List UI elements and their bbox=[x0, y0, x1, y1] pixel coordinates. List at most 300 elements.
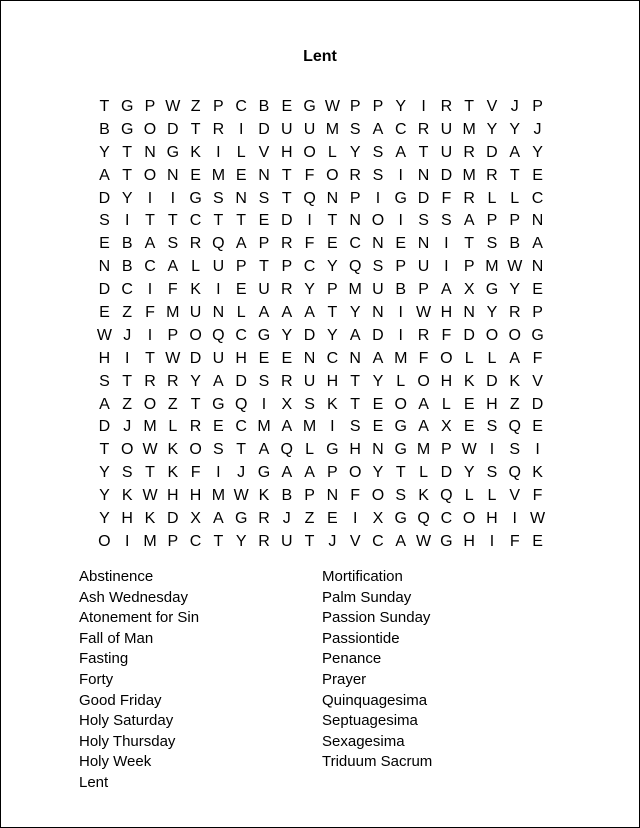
grid-letter: E bbox=[532, 532, 543, 550]
grid-letter: H bbox=[235, 349, 247, 367]
grid-letter: M bbox=[143, 532, 157, 550]
grid-letter: I bbox=[307, 212, 312, 230]
grid-letter: R bbox=[258, 532, 270, 550]
grid-letter: O bbox=[440, 349, 453, 367]
grid-letter: G bbox=[326, 441, 339, 459]
grid-letter: P bbox=[167, 326, 179, 344]
grid-letter: F bbox=[190, 464, 201, 482]
grid-letter: A bbox=[281, 304, 293, 322]
word-list-item: Holy Week bbox=[79, 753, 152, 771]
grid-letter: O bbox=[98, 532, 111, 550]
grid-letter: S bbox=[99, 372, 110, 390]
grid-letter: G bbox=[120, 120, 134, 138]
grid-row bbox=[93, 485, 549, 508]
word-list-item: Prayer bbox=[322, 670, 367, 688]
grid-letter: M bbox=[462, 120, 476, 138]
grid-letter: Y bbox=[349, 304, 361, 322]
grid-letter: A bbox=[304, 304, 315, 322]
grid-letter: N bbox=[235, 189, 247, 207]
word-list-left-column bbox=[79, 567, 319, 794]
grid-row bbox=[93, 165, 549, 188]
grid-letter: Q bbox=[212, 235, 225, 253]
grid-letter: M bbox=[166, 304, 180, 322]
grid-letter: U bbox=[280, 532, 293, 550]
grid-letter: S bbox=[258, 189, 270, 207]
grid-letter: B bbox=[509, 235, 521, 253]
grid-letter: O bbox=[326, 166, 339, 184]
grid-letter: C bbox=[440, 510, 453, 528]
grid-letter: G bbox=[212, 395, 225, 413]
grid-letter: N bbox=[531, 258, 544, 276]
grid-letter: I bbox=[535, 441, 540, 459]
grid-row bbox=[93, 416, 549, 439]
grid-letter: A bbox=[144, 235, 156, 253]
grid-letter: T bbox=[236, 212, 247, 230]
grid-row bbox=[93, 325, 549, 348]
grid-letter: P bbox=[372, 98, 384, 115]
grid-letter: Q bbox=[280, 441, 293, 459]
grid-letter: B bbox=[395, 281, 407, 299]
grid-letter: T bbox=[190, 395, 201, 413]
grid-letter: I bbox=[261, 395, 267, 413]
grid-letter: X bbox=[463, 281, 475, 299]
grid-letter: L bbox=[168, 418, 178, 436]
grid-letter: U bbox=[258, 281, 270, 299]
grid-letter: Y bbox=[532, 143, 543, 161]
grid-letter: B bbox=[281, 487, 293, 505]
grid-letter: L bbox=[441, 395, 451, 413]
grid-letter: Q bbox=[440, 487, 453, 505]
grid-letter: C bbox=[394, 120, 407, 138]
grid-letter: U bbox=[212, 258, 225, 276]
grid-letter: T bbox=[281, 189, 292, 207]
grid-letter: T bbox=[327, 212, 338, 230]
grid-letter: P bbox=[395, 258, 407, 276]
grid-letter: C bbox=[372, 532, 384, 550]
grid-letter: D bbox=[303, 326, 316, 344]
word-list-item: Penance bbox=[322, 650, 382, 668]
grid-letter: N bbox=[326, 189, 339, 207]
grid-letter: N bbox=[372, 441, 384, 459]
grid-letter: A bbox=[281, 464, 293, 482]
grid-letter: T bbox=[99, 98, 110, 115]
grid-row bbox=[93, 233, 549, 256]
grid-letter: S bbox=[372, 258, 384, 276]
grid-letter: T bbox=[213, 212, 224, 230]
grid-letter: Z bbox=[304, 510, 315, 528]
grid-letter: H bbox=[280, 143, 293, 161]
grid-letter: R bbox=[280, 372, 293, 390]
grid-letter: O bbox=[143, 120, 157, 138]
grid-letter: N bbox=[144, 143, 156, 161]
grid-letter: H bbox=[440, 372, 453, 390]
grid-letter: O bbox=[508, 326, 521, 344]
grid-letter: F bbox=[304, 166, 315, 184]
grid-letter: U bbox=[303, 372, 316, 390]
grid-letter: N bbox=[531, 212, 544, 230]
grid-row bbox=[93, 439, 549, 462]
grid-letter: F bbox=[350, 487, 361, 505]
grid-letter: F bbox=[441, 189, 452, 207]
grid-letter: N bbox=[258, 166, 270, 184]
grid-letter: E bbox=[99, 235, 110, 253]
grid-letter: W bbox=[529, 510, 546, 528]
grid-letter: D bbox=[258, 120, 270, 138]
grid-letter: D bbox=[417, 189, 430, 207]
grid-letter: H bbox=[486, 510, 498, 528]
grid-letter: S bbox=[486, 464, 498, 482]
grid-row bbox=[93, 462, 549, 485]
grid-letter: M bbox=[394, 349, 408, 367]
grid-letter: F bbox=[532, 349, 543, 367]
grid-letter: Y bbox=[99, 510, 110, 528]
letter-grid bbox=[93, 96, 549, 554]
grid-letter: I bbox=[216, 464, 221, 482]
grid-letter: P bbox=[532, 98, 543, 115]
grid-letter: M bbox=[325, 120, 340, 138]
grid-letter: O bbox=[189, 326, 202, 344]
grid-letter: S bbox=[349, 120, 361, 138]
word-list-item: Holy Thursday bbox=[79, 732, 176, 750]
grid-letter: Y bbox=[99, 143, 110, 161]
grid-letter: T bbox=[213, 532, 224, 550]
grid-letter: T bbox=[350, 372, 361, 390]
grid-letter: W bbox=[507, 258, 523, 276]
grid-letter: G bbox=[166, 143, 180, 161]
grid-letter: I bbox=[352, 510, 358, 528]
grid-letter: A bbox=[441, 281, 452, 299]
grid-letter: A bbox=[395, 143, 407, 161]
grid-letter: Y bbox=[463, 464, 475, 482]
grid-row bbox=[93, 119, 549, 142]
grid-letter: I bbox=[444, 258, 449, 276]
grid-letter: U bbox=[417, 258, 430, 276]
grid-letter: G bbox=[394, 189, 407, 207]
grid-letter: Y bbox=[99, 464, 110, 482]
grid-letter: I bbox=[216, 281, 221, 299]
grid-letter: Y bbox=[121, 189, 133, 207]
grid-letter: J bbox=[123, 418, 132, 436]
grid-letter: I bbox=[147, 326, 153, 344]
grid-letter: A bbox=[509, 349, 521, 367]
grid-letter: T bbox=[99, 441, 110, 459]
word-list-item: Forty bbox=[79, 670, 114, 688]
grid-letter: E bbox=[463, 418, 475, 436]
grid-letter: G bbox=[189, 189, 202, 207]
grid-letter: R bbox=[144, 372, 156, 390]
grid-letter: Y bbox=[509, 120, 521, 138]
grid-letter: P bbox=[327, 464, 338, 482]
grid-letter: L bbox=[464, 487, 474, 505]
grid-letter: D bbox=[372, 326, 384, 344]
grid-letter: S bbox=[509, 441, 521, 459]
grid-letter: R bbox=[167, 372, 179, 390]
grid-letter: M bbox=[416, 441, 431, 459]
grid-letter: V bbox=[349, 532, 361, 550]
grid-letter: I bbox=[216, 143, 221, 161]
grid-letter: C bbox=[326, 349, 339, 367]
grid-letter: I bbox=[398, 326, 403, 344]
grid-letter: N bbox=[303, 349, 316, 367]
grid-letter: N bbox=[167, 166, 179, 184]
grid-letter: F bbox=[304, 235, 315, 253]
grid-letter: E bbox=[532, 281, 543, 299]
grid-letter: E bbox=[463, 395, 475, 413]
grid-letter: A bbox=[258, 441, 270, 459]
grid-letter: P bbox=[281, 258, 293, 276]
grid-letter: I bbox=[444, 235, 449, 253]
grid-letter: T bbox=[122, 372, 133, 390]
grid-letter: D bbox=[98, 189, 111, 207]
grid-letter: U bbox=[280, 120, 293, 138]
grid-letter: I bbox=[489, 441, 495, 459]
grid-letter: I bbox=[398, 166, 403, 184]
grid-row bbox=[93, 394, 549, 417]
grid-letter: H bbox=[121, 510, 133, 528]
grid-letter: R bbox=[349, 166, 361, 184]
grid-letter: C bbox=[303, 258, 316, 276]
grid-letter: H bbox=[189, 487, 202, 505]
grid-letter: Z bbox=[190, 98, 201, 115]
grid-letter: G bbox=[257, 326, 271, 344]
grid-letter: W bbox=[324, 98, 340, 115]
grid-letter: A bbox=[213, 372, 224, 390]
grid-letter: Q bbox=[417, 510, 430, 528]
grid-letter: E bbox=[327, 510, 338, 528]
grid-letter: Y bbox=[99, 487, 110, 505]
grid-letter: N bbox=[463, 304, 475, 322]
grid-letter: A bbox=[395, 532, 407, 550]
grid-letter: K bbox=[418, 487, 429, 505]
grid-letter: L bbox=[487, 349, 497, 367]
grid-letter: B bbox=[121, 235, 133, 253]
grid-letter: S bbox=[395, 487, 407, 505]
grid-letter: T bbox=[327, 304, 338, 322]
grid-letter: Q bbox=[212, 326, 225, 344]
grid-letter: W bbox=[165, 349, 181, 367]
grid-letter: A bbox=[349, 326, 361, 344]
grid-letter: M bbox=[143, 418, 157, 436]
grid-letter: K bbox=[144, 510, 156, 528]
grid-letter: H bbox=[349, 441, 361, 459]
grid-letter: D bbox=[486, 143, 498, 161]
grid-letter: Q bbox=[348, 258, 362, 276]
grid-letter: G bbox=[120, 98, 134, 115]
grid-letter: I bbox=[489, 532, 495, 550]
grid-letter: I bbox=[238, 120, 244, 138]
grid-letter: S bbox=[213, 441, 224, 459]
grid-letter: U bbox=[372, 281, 384, 299]
grid-letter: O bbox=[371, 487, 385, 505]
grid-letter: P bbox=[327, 281, 338, 299]
word-list-item: Passiontide bbox=[322, 629, 400, 647]
grid-letter: T bbox=[464, 98, 475, 115]
grid-letter: I bbox=[124, 349, 130, 367]
grid-letter: M bbox=[211, 166, 226, 184]
grid-row bbox=[93, 348, 549, 371]
grid-letter: M bbox=[462, 166, 476, 184]
grid-letter: C bbox=[189, 532, 202, 550]
grid-letter: O bbox=[371, 212, 385, 230]
grid-letter: S bbox=[372, 166, 384, 184]
word-list-item: Triduum Sacrum bbox=[322, 753, 433, 771]
grid-letter: N bbox=[417, 235, 430, 253]
grid-letter: Y bbox=[327, 258, 338, 276]
grid-letter: G bbox=[257, 464, 271, 482]
word-list-item: Holy Saturday bbox=[79, 712, 174, 730]
grid-letter: A bbox=[235, 235, 247, 253]
grid-letter: Y bbox=[395, 98, 407, 115]
grid-letter: K bbox=[121, 487, 133, 505]
grid-letter: S bbox=[418, 212, 429, 230]
grid-letter: I bbox=[147, 281, 153, 299]
grid-letter: N bbox=[349, 212, 361, 230]
grid-letter: N bbox=[349, 349, 361, 367]
grid-letter: I bbox=[421, 98, 426, 115]
grid-letter: X bbox=[441, 418, 452, 436]
grid-letter: D bbox=[167, 510, 179, 528]
grid-letter: T bbox=[281, 166, 292, 184]
grid-letter: Y bbox=[509, 281, 521, 299]
grid-letter: D bbox=[280, 212, 293, 230]
grid-letter: E bbox=[281, 349, 293, 367]
grid-letter: H bbox=[440, 304, 453, 322]
word-list-item: Atonement for Sin bbox=[79, 609, 200, 627]
grid-letter: C bbox=[235, 326, 247, 344]
grid-letter: P bbox=[144, 98, 156, 115]
grid-letter: P bbox=[258, 235, 270, 253]
word-list-item: Ash Wednesday bbox=[79, 588, 188, 606]
grid-letter: A bbox=[372, 349, 384, 367]
grid-letter: L bbox=[327, 143, 337, 161]
grid-letter: F bbox=[418, 349, 429, 367]
grid-row bbox=[93, 210, 549, 233]
grid-letter: Y bbox=[235, 532, 247, 550]
grid-letter: E bbox=[99, 304, 110, 322]
grid-letter: O bbox=[417, 372, 430, 390]
grid-letter: M bbox=[348, 281, 362, 299]
grid-letter: I bbox=[398, 304, 403, 322]
grid-letter: T bbox=[395, 464, 406, 482]
grid-letter: T bbox=[464, 235, 475, 253]
grid-letter: R bbox=[189, 418, 202, 436]
grid-row bbox=[93, 256, 549, 279]
grid-letter: V bbox=[532, 372, 543, 390]
grid-letter: R bbox=[508, 304, 521, 322]
grid-letter: E bbox=[235, 281, 247, 299]
grid-letter: C bbox=[121, 281, 133, 299]
grid-letter: Y bbox=[372, 464, 384, 482]
grid-letter: E bbox=[327, 235, 338, 253]
grid-letter: E bbox=[258, 212, 270, 230]
grid-letter: D bbox=[98, 281, 111, 299]
grid-letter: M bbox=[485, 258, 499, 276]
grid-letter: K bbox=[167, 441, 179, 459]
grid-letter: L bbox=[191, 258, 201, 276]
grid-row bbox=[93, 96, 549, 119]
grid-letter: A bbox=[213, 510, 224, 528]
grid-letter: G bbox=[234, 510, 248, 528]
grid-letter: R bbox=[463, 143, 475, 161]
grid-letter: L bbox=[236, 304, 246, 322]
grid-letter: A bbox=[304, 464, 315, 482]
grid-letter: H bbox=[98, 349, 111, 367]
grid-letter: O bbox=[303, 143, 316, 161]
grid-letter: W bbox=[416, 304, 432, 322]
grid-letter: R bbox=[417, 326, 430, 344]
grid-letter: D bbox=[98, 418, 111, 436]
grid-letter: N bbox=[212, 304, 225, 322]
grid-letter: A bbox=[463, 212, 475, 230]
grid-letter: T bbox=[350, 395, 361, 413]
grid-letter: T bbox=[145, 464, 155, 482]
grid-letter: J bbox=[328, 532, 337, 550]
grid-letter: E bbox=[258, 349, 270, 367]
grid-letter: T bbox=[259, 258, 269, 276]
grid-letter: G bbox=[394, 510, 407, 528]
grid-row bbox=[93, 508, 549, 531]
grid-letter: R bbox=[212, 120, 225, 138]
grid-letter: S bbox=[349, 418, 361, 436]
page-title: Lent bbox=[303, 48, 337, 65]
grid-letter: G bbox=[303, 98, 316, 115]
grid-letter: D bbox=[189, 349, 202, 367]
grid-letter: A bbox=[258, 304, 270, 322]
grid-letter: F bbox=[441, 326, 452, 344]
grid-letter: R bbox=[280, 235, 293, 253]
grid-letter: K bbox=[509, 372, 521, 390]
grid-letter: R bbox=[486, 166, 498, 184]
grid-letter: S bbox=[372, 143, 384, 161]
grid-letter: E bbox=[213, 418, 224, 436]
grid-letter: V bbox=[486, 98, 498, 115]
grid-letter: U bbox=[212, 349, 225, 367]
grid-letter: S bbox=[213, 189, 224, 207]
grid-letter: D bbox=[463, 326, 475, 344]
grid-letter: Y bbox=[304, 281, 315, 299]
grid-letter: I bbox=[330, 418, 335, 436]
grid-letter: K bbox=[327, 395, 338, 413]
grid-letter: T bbox=[122, 166, 133, 184]
grid-letter: S bbox=[441, 212, 452, 230]
grid-letter: G bbox=[485, 281, 499, 299]
grid-letter: L bbox=[419, 464, 428, 482]
grid-letter: S bbox=[121, 464, 133, 482]
grid-letter: G bbox=[394, 418, 407, 436]
word-list-item: Good Friday bbox=[79, 691, 162, 709]
grid-letter: P bbox=[349, 98, 361, 115]
grid-letter: N bbox=[98, 258, 111, 276]
grid-letter: F bbox=[509, 532, 520, 550]
grid-letter: Y bbox=[281, 326, 293, 344]
grid-letter: G bbox=[440, 532, 453, 550]
grid-letter: T bbox=[167, 212, 178, 230]
grid-letter: H bbox=[463, 532, 475, 550]
grid-letter: K bbox=[167, 464, 179, 482]
grid-letter: T bbox=[304, 532, 315, 550]
grid-letter: X bbox=[281, 395, 293, 413]
grid-letter: N bbox=[326, 487, 339, 505]
grid-letter: A bbox=[509, 143, 521, 161]
grid-letter: R bbox=[280, 281, 293, 299]
grid-letter: H bbox=[486, 395, 498, 413]
grid-letter: G bbox=[531, 326, 544, 344]
grid-letter: J bbox=[237, 464, 246, 482]
grid-letter: K bbox=[258, 487, 270, 505]
grid-letter: I bbox=[147, 189, 153, 207]
grid-letter: O bbox=[462, 510, 476, 528]
grid-letter: P bbox=[441, 441, 452, 459]
